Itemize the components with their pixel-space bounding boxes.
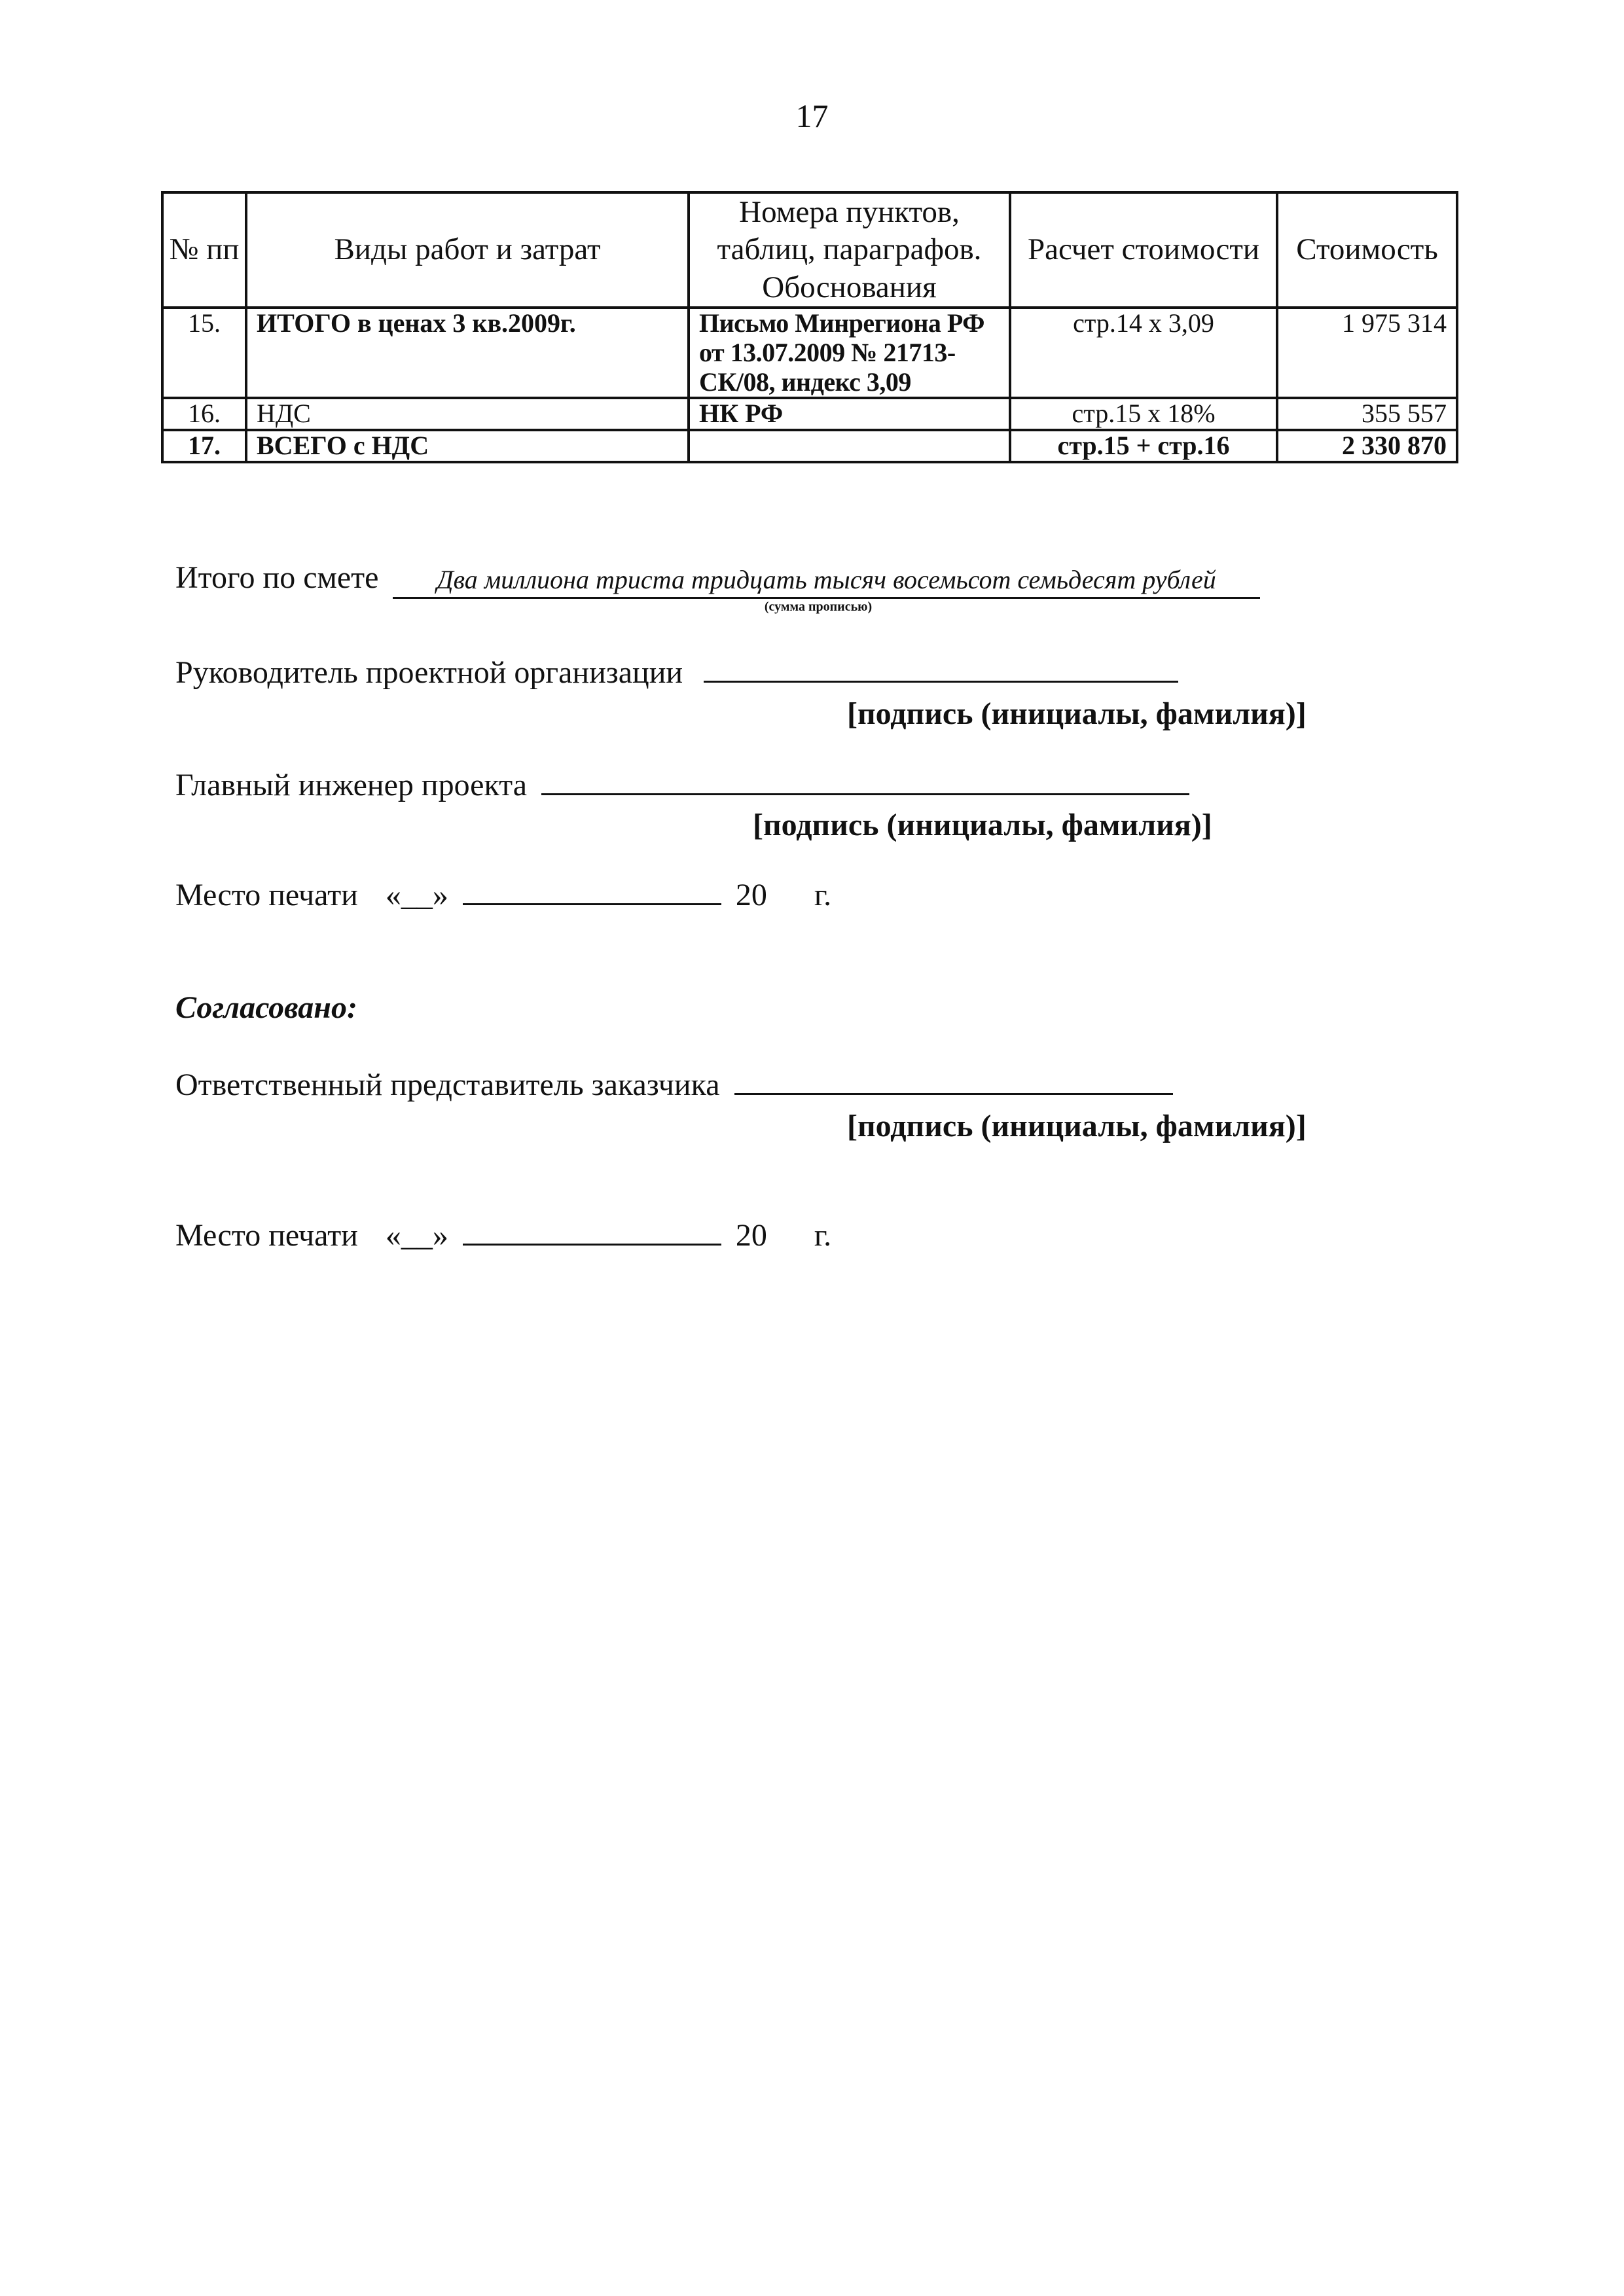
row-num: 15. <box>162 308 246 398</box>
table-row <box>162 398 1457 430</box>
agreed-stamp-date-line <box>175 1217 831 1253</box>
total-label: Итого по смете <box>175 560 379 595</box>
customer-signature-caption: [подпись (инициалы, фамилия)] <box>847 1109 1307 1143</box>
row-calc: стр.14 х 3,09 <box>1010 308 1277 398</box>
row-cost: 355 557 <box>1277 398 1457 430</box>
row-basis: НК РФ <box>689 398 1010 430</box>
head-signature-line <box>175 655 1178 691</box>
estimate-table <box>161 191 1458 463</box>
chief-signature-caption: [подпись (инициалы, фамилия)] <box>753 808 1212 842</box>
agreed-title: Согласовано: <box>175 990 357 1025</box>
head-signature-field[interactable] <box>704 681 1178 683</box>
row-work: ИТОГО в ценах 3 кв.2009г. <box>246 308 689 398</box>
row-num: 17. <box>162 430 246 462</box>
chief-label: Главный инженер проекта <box>175 768 528 802</box>
stamp-day[interactable]: «__» <box>385 878 448 912</box>
stamp-date-line <box>175 877 831 913</box>
header-basis: Номера пунктов, таблиц, параграфов. Обоснования <box>689 192 1010 308</box>
stamp-year-suffix: г. <box>814 878 832 912</box>
table-header-row <box>162 192 1457 308</box>
head-signature-caption: [подпись (инициалы, фамилия)] <box>847 696 1307 731</box>
total-words-caption: (сумма прописью) <box>764 600 873 614</box>
customer-label: Ответственный представитель заказчика <box>175 1067 720 1102</box>
page-number: 17 <box>795 98 829 134</box>
customer-signature-line <box>175 1067 1173 1103</box>
row-cost: 1 975 314 <box>1277 308 1457 398</box>
stamp-year-prefix: 20 <box>735 878 767 912</box>
table-row <box>162 430 1457 462</box>
stamp-label: Место печати <box>175 878 358 912</box>
head-label: Руководитель проектной организации <box>175 655 683 690</box>
row-num: 16. <box>162 398 246 430</box>
header-cost: Стоимость <box>1277 192 1457 308</box>
customer-signature-field[interactable] <box>734 1093 1173 1095</box>
total-in-words: Два миллиона триста тридцать тысяч восемьсот семьдесят рублей <box>393 563 1260 599</box>
agreed-stamp-day[interactable]: «__» <box>385 1218 448 1253</box>
agreed-stamp-year-suffix: г. <box>814 1218 832 1253</box>
stamp-month-field[interactable] <box>463 903 721 905</box>
row-cost: 2 330 870 <box>1277 430 1457 462</box>
chief-signature-line <box>175 767 1189 803</box>
row-basis <box>689 430 1010 462</box>
table-row <box>162 308 1457 398</box>
agreed-stamp-label: Место печати <box>175 1218 358 1253</box>
header-work: Виды работ и затрат <box>246 192 689 308</box>
row-calc: стр.15 х 18% <box>1010 398 1277 430</box>
header-num: № пп <box>162 192 246 308</box>
chief-signature-field[interactable] <box>541 793 1189 795</box>
row-work: ВСЕГО с НДС <box>246 430 689 462</box>
agreed-stamp-month-field[interactable] <box>463 1244 721 1246</box>
agreed-stamp-year-prefix: 20 <box>735 1218 767 1253</box>
row-basis: Письмо Минрегиона РФ от 13.07.2009 № 21713-СК/08, индекс 3,09 <box>689 308 1010 398</box>
row-calc: стр.15 + стр.16 <box>1010 430 1277 462</box>
header-calc: Расчет стоимости <box>1010 192 1277 308</box>
row-work: НДС <box>246 398 689 430</box>
